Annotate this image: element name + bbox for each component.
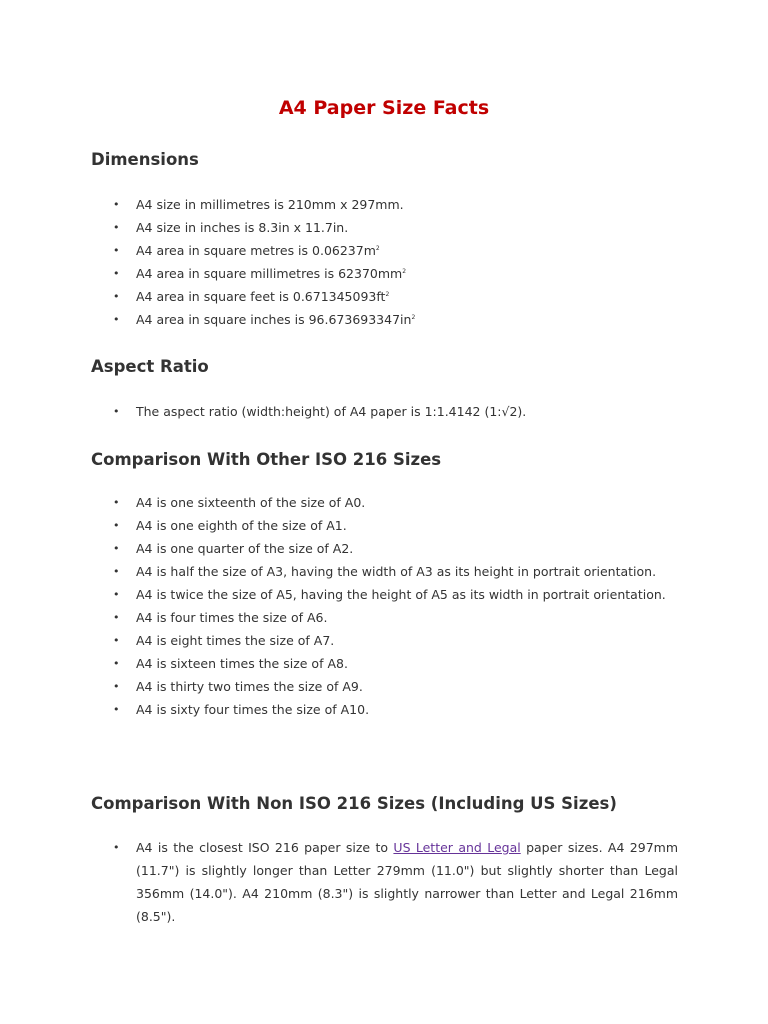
section-heading-non-iso-216: Comparison With Non ISO 216 Sizes (Including US Sizes)	[91, 794, 617, 813]
bullet-icon: •	[113, 267, 120, 280]
bullet-icon: •	[113, 703, 120, 716]
dimensions-list	[91, 193, 678, 331]
list-item-text: A4 is the closest ISO 216 paper size to US Letter and Legal paper sizes. A4 297mm (11.7") is slightly longer than Letter 279mm (11.0") but slightly shorter than Legal 356mm (14.0"). A4 210mm (8.3") is slightly narrower than Letter and Legal 216mm (8.5").	[136, 840, 678, 924]
list-item: • A4 is one eighth of the size of A1.	[91, 514, 678, 537]
section-heading-dimensions: Dimensions	[91, 150, 199, 169]
list-item: • A4 is twice the size of A5, having the height of A5 as its width in portrait orientation.	[91, 583, 678, 606]
bullet-icon: •	[113, 542, 120, 555]
superscript: 2	[411, 314, 416, 321]
bullet-icon: •	[113, 244, 120, 257]
bullet-icon: •	[113, 496, 120, 509]
bullet-icon: •	[113, 405, 120, 418]
list-item: • A4 size in inches is 8.3in x 11.7in.	[91, 216, 678, 239]
superscript: 2	[375, 245, 380, 252]
aspect-ratio-list	[91, 400, 678, 423]
list-item: • The aspect ratio (width:height) of A4 paper is 1:1.4142 (1:√2).	[91, 400, 678, 423]
us-letter-legal-link[interactable]: US Letter and Legal	[393, 840, 521, 855]
bullet-icon: •	[113, 657, 120, 670]
page-title: A4 Paper Size Facts	[278, 97, 490, 119]
bullet-icon: •	[113, 290, 120, 303]
non-iso-comparison-list	[91, 836, 678, 928]
list-item: • A4 is one quarter of the size of A2.	[91, 537, 678, 560]
list-item: • A4 area in square inches is $96.673693347in^2$	[91, 308, 678, 331]
list-item: • A4 area in square millimetres is $62370mm^2$	[91, 262, 678, 285]
superscript: 2	[402, 268, 407, 275]
list-item: • A4 is sixty four times the size of A10.	[91, 698, 678, 721]
bullet-icon: •	[113, 634, 120, 647]
superscript: 2	[385, 291, 390, 298]
list-item: • A4 is eight times the size of A7.	[91, 629, 678, 652]
list-item: • A4 area in square metres is $0.06237m^2$	[91, 239, 678, 262]
list-item: • A4 is four times the size of A6.	[91, 606, 678, 629]
bullet-icon: •	[113, 841, 120, 854]
list-item: • A4 is thirty two times the size of A9.	[91, 675, 678, 698]
section-heading-aspect-ratio: Aspect Ratio	[91, 357, 209, 376]
list-item	[91, 836, 678, 928]
bullet-icon: •	[113, 680, 120, 693]
bullet-icon: •	[113, 221, 120, 234]
bullet-icon: •	[113, 198, 120, 211]
list-item: • A4 is sixteen times the size of A8.	[91, 652, 678, 675]
list-item: • A4 size in millimetres is 210mm x 297mm.	[91, 193, 678, 216]
bullet-icon: •	[113, 565, 120, 578]
bullet-icon: •	[113, 611, 120, 624]
list-item: • A4 is one sixteenth of the size of A0.	[91, 491, 678, 514]
bullet-icon: •	[113, 588, 120, 601]
section-heading-iso-216: Comparison With Other ISO 216 Sizes	[91, 450, 442, 469]
iso-216-comparison-list	[91, 491, 678, 721]
bullet-icon: •	[113, 519, 120, 532]
bullet-icon: •	[113, 313, 120, 326]
list-item: • A4 is half the size of A3, having the width of A3 as its height in portrait orientation.	[91, 560, 678, 583]
list-item: • A4 area in square feet is $0.671345093ft^2$	[91, 285, 678, 308]
